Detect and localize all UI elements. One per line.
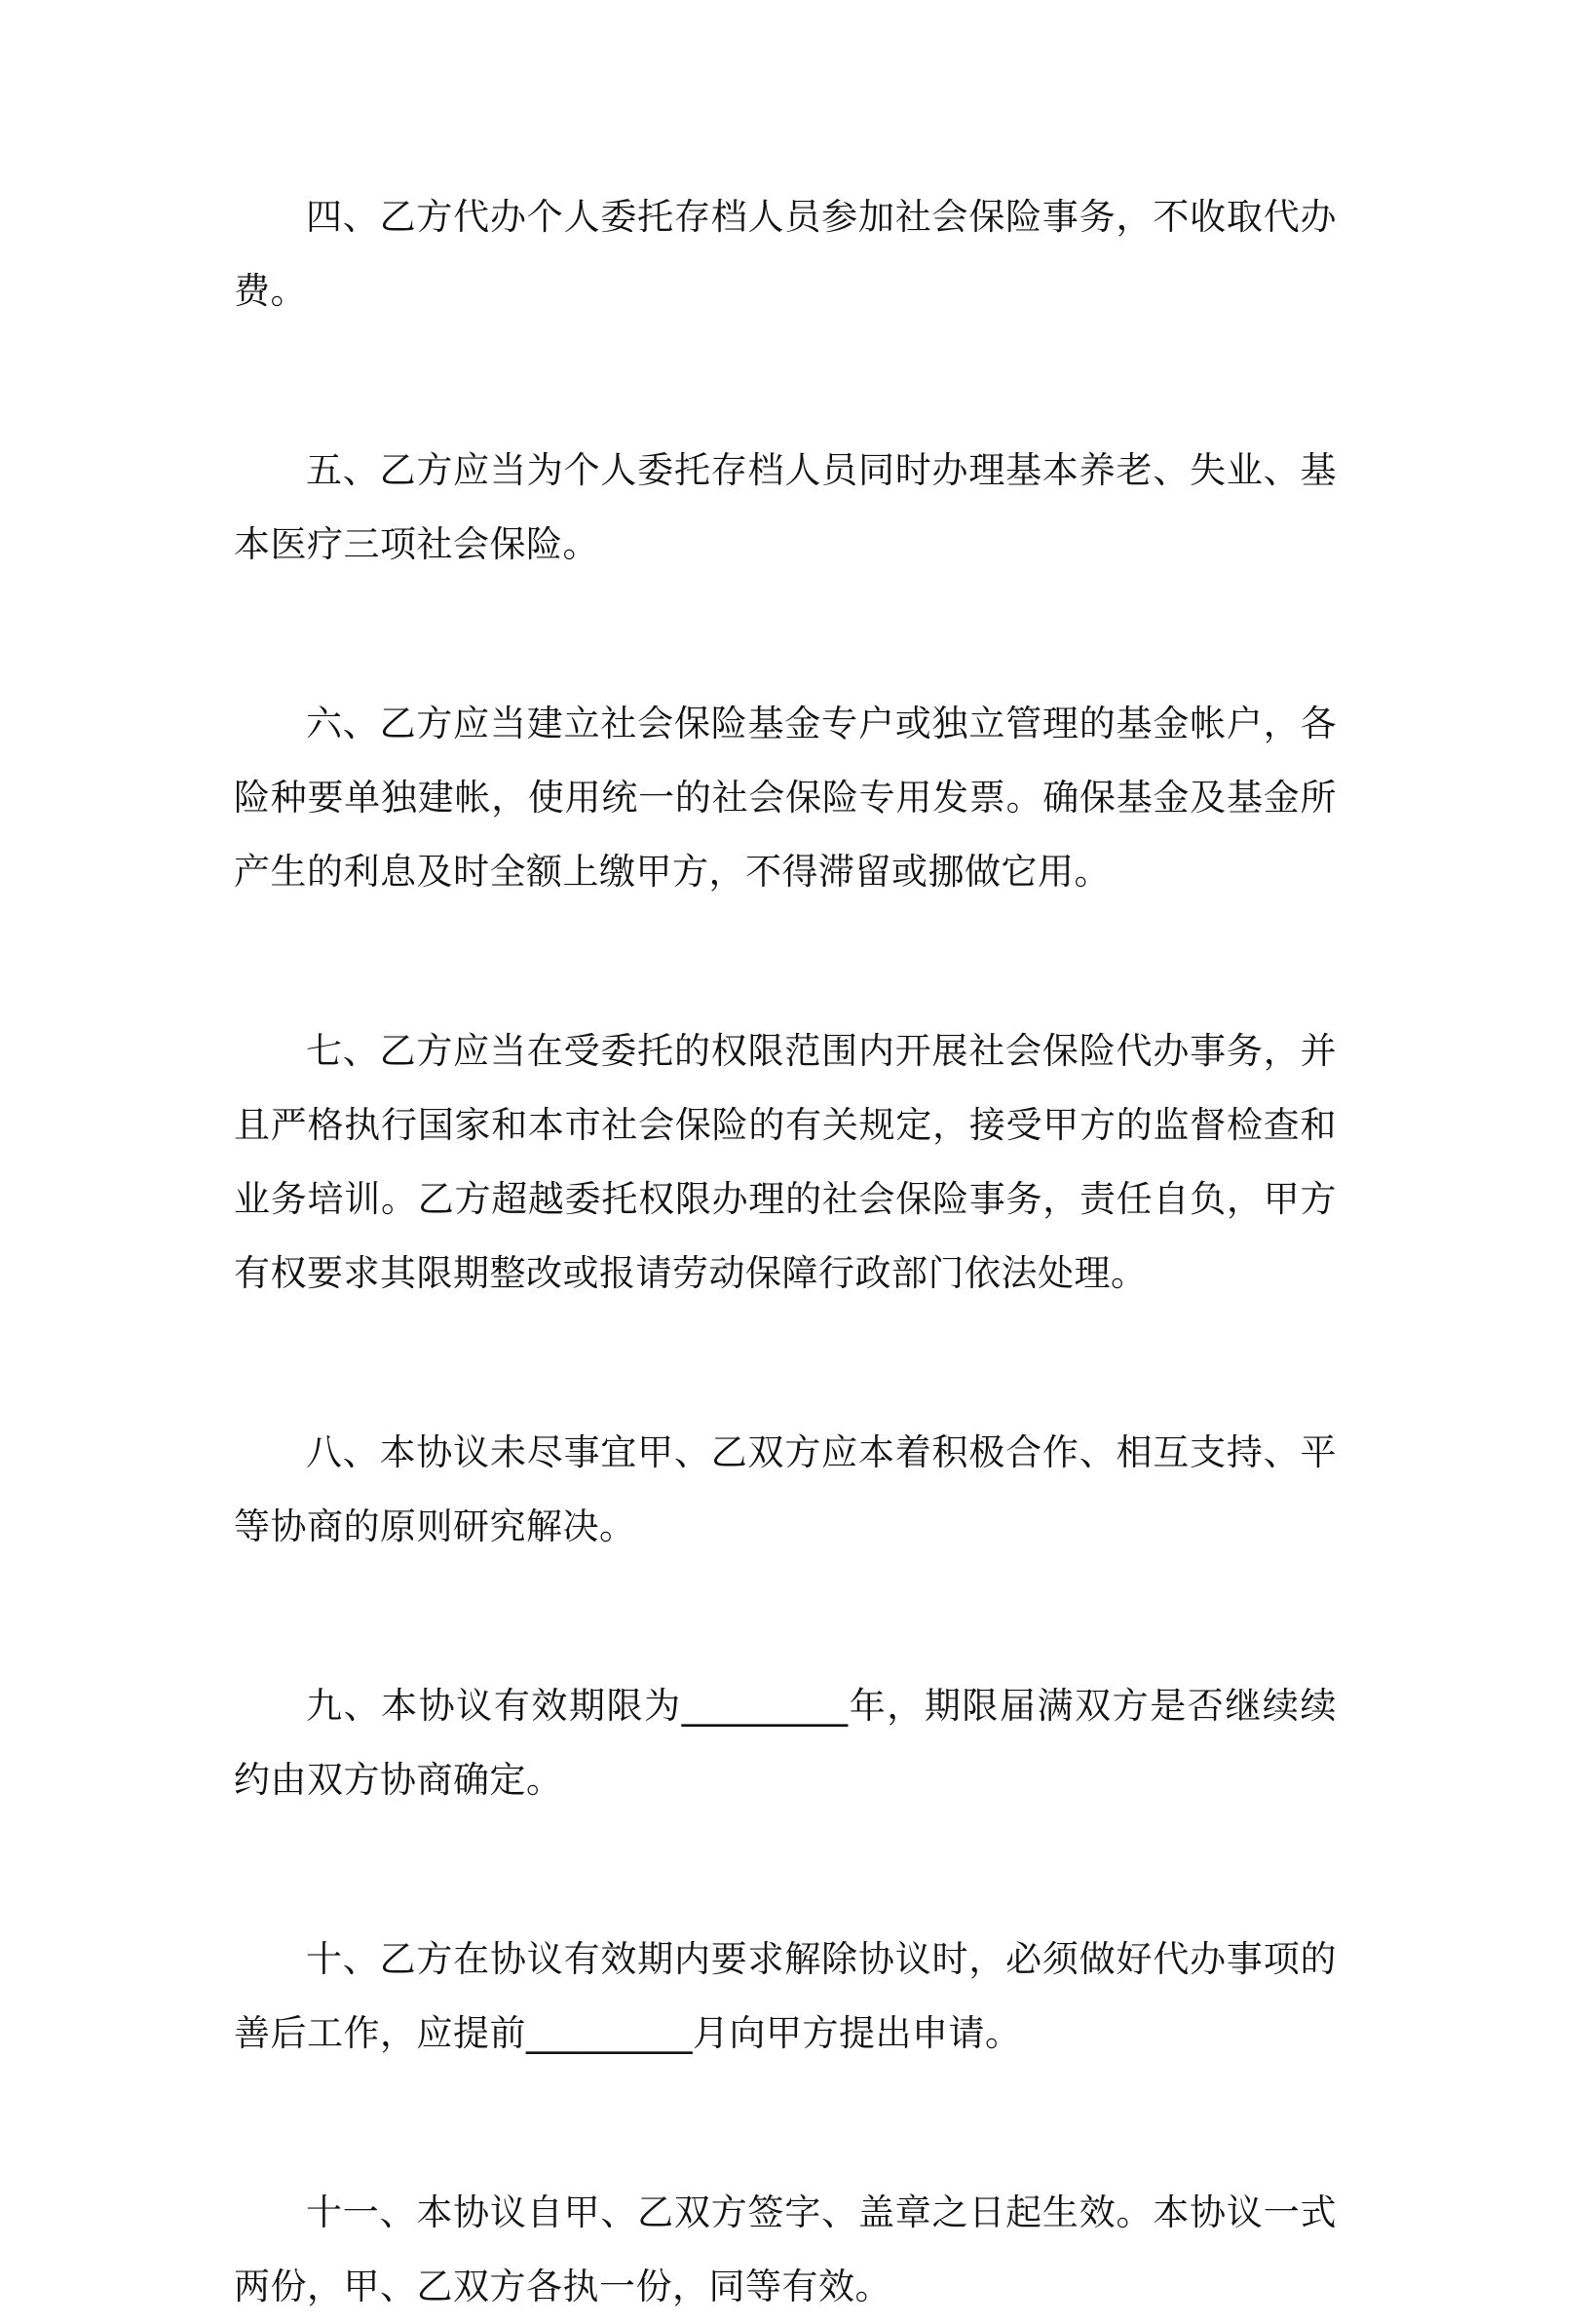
clause-11-paragraph: 十一、本协议自甲、乙双方签字、盖章之日起生效。本协议一式两份，甲、乙双方各执一份，同等有效。 — [234, 2191, 1337, 2307]
clause-10-paragraph: 十、乙方在协议有效期内要求解除协议时，必须做好代办事项的善后工作，应提前_________月向甲方提出申请。 — [234, 1938, 1337, 2054]
clause-4-paragraph: 四、乙方代办个人委托存档人员参加社会保险事务，不收取代办费。 — [234, 196, 1337, 312]
clause-8-paragraph: 八、本协议未尽事宜甲、乙双方应本着积极合作、相互支持、平等协商的原则研究解决。 — [234, 1431, 1337, 1547]
clause-6-paragraph: 六、乙方应当建立社会保险基金专户或独立管理的基金帐户，各险种要单独建帐，使用统一的社会保险专用发票。确保基金及基金所产生的利息及时全额上缴甲方，不得滞留或挪做它用。 — [234, 703, 1337, 893]
clause-9-paragraph: 九、本协议有效期限为_________年，期限届满双方是否继续续约由双方协商确定。 — [234, 1685, 1337, 1801]
document-page — [234, 180, 1337, 2324]
clause-7-paragraph: 七、乙方应当在受委托的权限范围内开展社会保险代办事务，并且严格执行国家和本市社会保险的有关规定，接受甲方的监督检查和业务培训。乙方超越委托权限办理的社会保险事务，责任自负，甲方有权要求其限期整改或报请劳动保障行政部门依法处理。 — [234, 1030, 1337, 1294]
clause-5-paragraph: 五、乙方应当为个人委托存档人员同时办理基本养老、失业、基本医疗三项社会保险。 — [234, 449, 1337, 565]
